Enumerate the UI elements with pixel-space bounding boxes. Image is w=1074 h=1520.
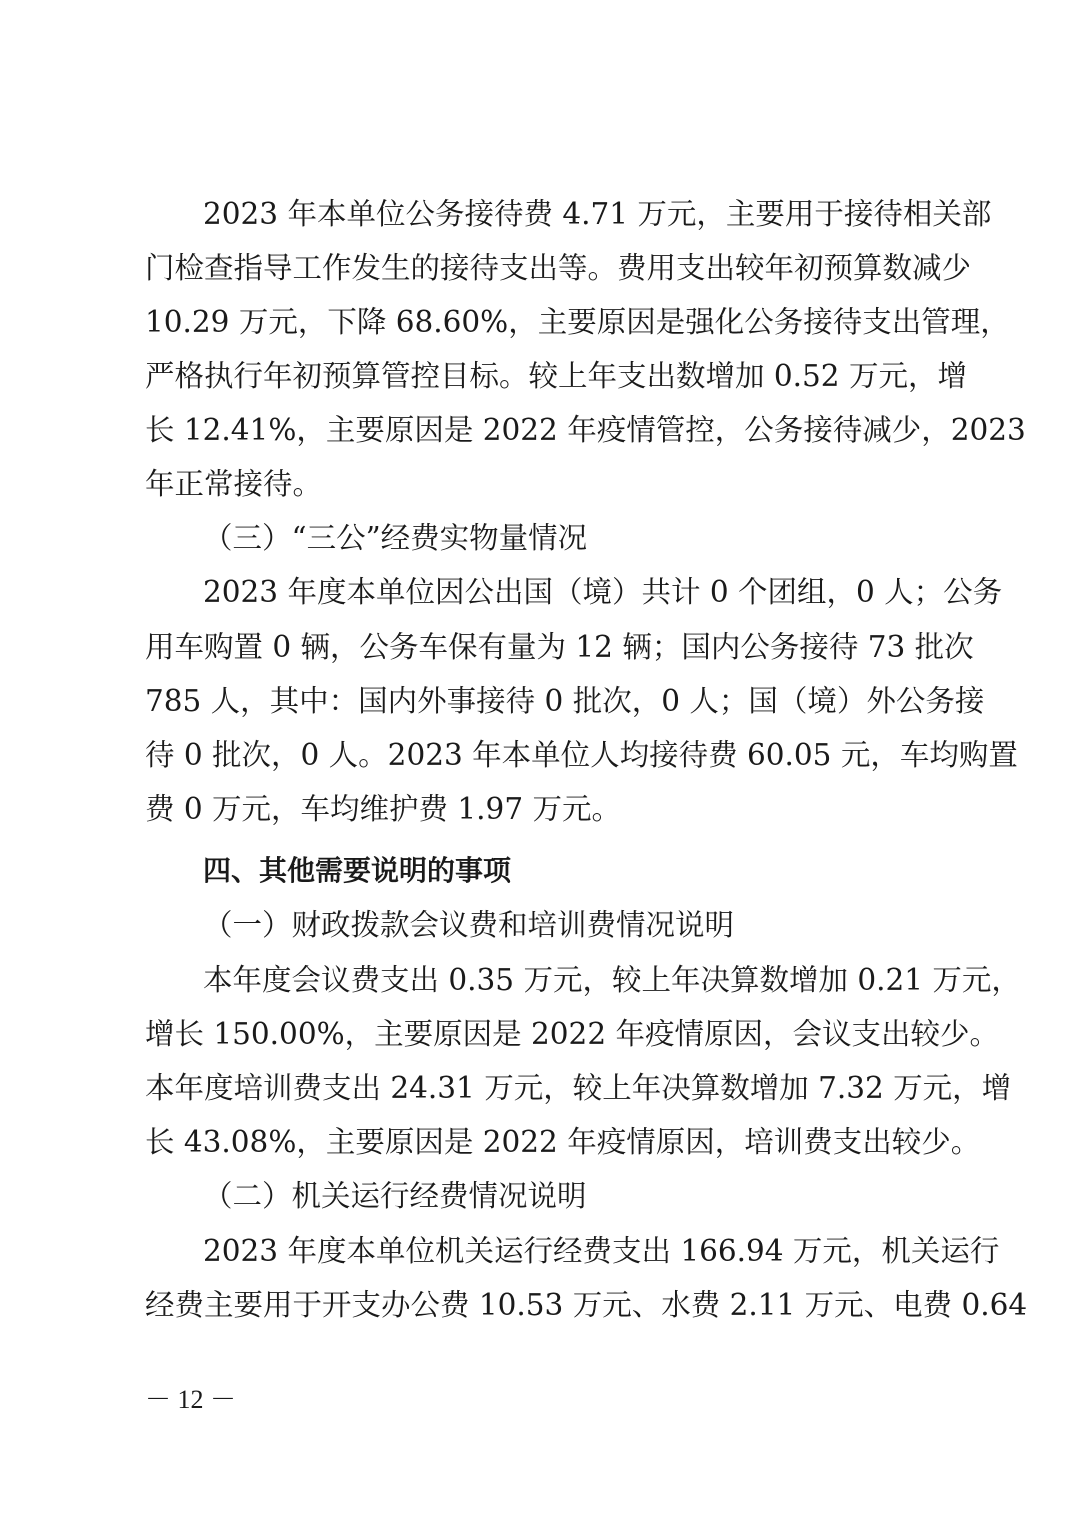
text-line: 严格执行年初预算管控目标。较上年支出数增加 0.52 万元，增 bbox=[145, 359, 967, 393]
text-line: 长 43.08%，主要原因是 2022 年疫情原因，培训费支出较少。 bbox=[145, 1125, 981, 1159]
text-line: 年正常接待。 bbox=[145, 467, 323, 501]
text-line: 费 0 万元，车均维护费 1.97 万元。 bbox=[145, 792, 621, 826]
text-line: 2023 年度本单位因公出国（境）共计 0 个团组，0 人；公务 bbox=[203, 575, 1003, 609]
section-title-physical-quantities: （三）“三公”经费实物量情况 bbox=[203, 521, 588, 555]
subsection-title-meeting-training: （一）财政拨款会议费和培训费情况说明 bbox=[203, 908, 735, 942]
text-line: 长 12.41%，主要原因是 2022 年疫情管控，公务接待减少，2023 bbox=[145, 413, 1026, 447]
text-line: 待 0 批次，0 人。2023 年本单位人均接待费 60.05 元，车均购置 bbox=[145, 738, 1018, 772]
text-line: 2023 年本单位公务接待费 4.71 万元，主要用于接待相关部 bbox=[203, 197, 992, 231]
text-line: 经费主要用于开支办公费 10.53 万元、水费 2.11 万元、电费 0.64 bbox=[145, 1288, 1028, 1322]
text-line: 门检查指导工作发生的接待支出等。费用支出较年初预算数减少 bbox=[145, 251, 972, 285]
text-line: 10.29 万元，下降 68.60%，主要原因是强化公务接待支出管理， bbox=[145, 305, 1010, 339]
text-line: 2023 年度本单位机关运行经费支出 166.94 万元，机关运行 bbox=[203, 1234, 1000, 1268]
subsection-title-operating-costs: （二）机关运行经费情况说明 bbox=[203, 1179, 587, 1213]
page-number: － 12 － bbox=[145, 1385, 237, 1414]
text-line: 本年度会议费支出 0.35 万元，较上年决算数增加 0.21 万元， bbox=[203, 963, 1021, 997]
text-line: 用车购置 0 辆，公务车保有量为 12 辆；国内公务接待 73 批次 bbox=[145, 630, 974, 664]
text-line: 增长 150.00%，主要原因是 2022 年疫情原因，会议支出较少。 bbox=[145, 1017, 999, 1051]
heading-other-matters: 四、其他需要说明的事项 bbox=[203, 854, 512, 887]
text-line: 本年度培训费支出 24.31 万元，较上年决算数增加 7.32 万元，增 bbox=[145, 1071, 1012, 1105]
text-line: 785 人，其中：国内外事接待 0 批次，0 人；国（境）外公务接 bbox=[145, 684, 985, 718]
